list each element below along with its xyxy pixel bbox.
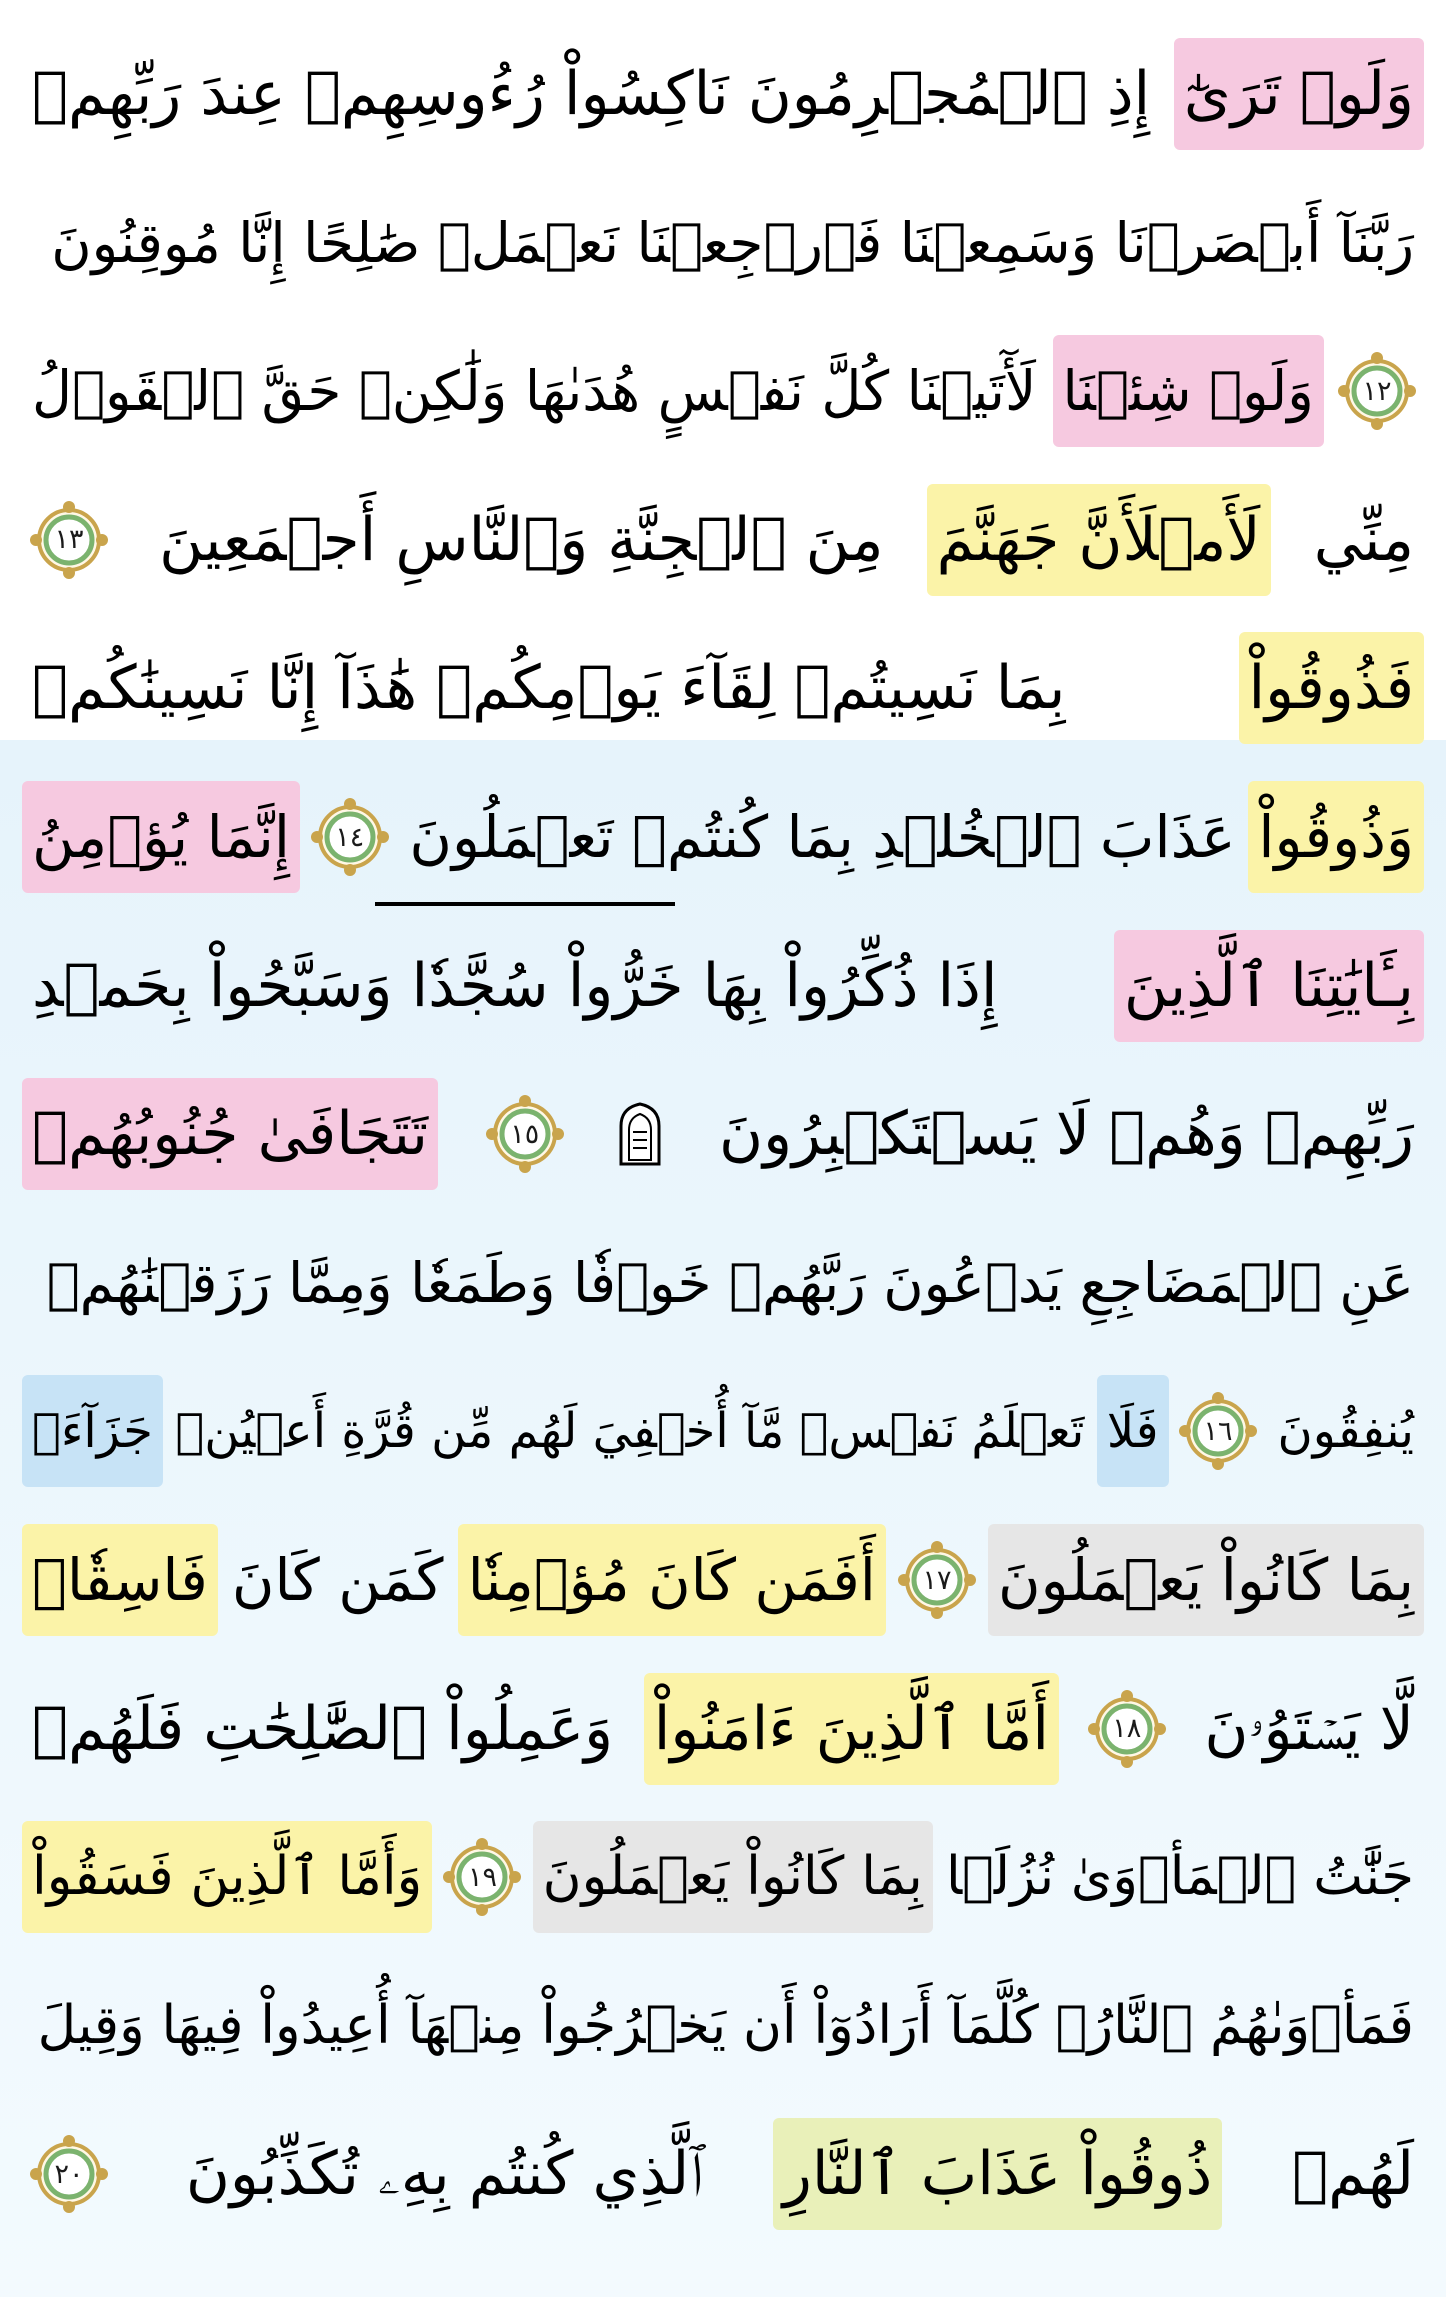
text-line — [22, 331, 1424, 451]
ayah-number: ١٣ — [54, 524, 84, 556]
highlighted-phrase: تَتَجَافَىٰ جُنُوبُهُمۡ — [22, 1078, 438, 1190]
verse-text: مِنِّي — [1313, 504, 1414, 575]
text-line — [22, 926, 1424, 1046]
highlighted-phrase: فَاسِقٗاۚ — [22, 1524, 218, 1636]
highlighted-phrase: بِـَٔايَٰتِنَا ٱلَّذِينَ — [1114, 930, 1424, 1042]
highlighted-phrase: إِنَّمَا يُؤۡمِنُ — [22, 781, 300, 893]
ayah-end-ornament-icon — [309, 796, 391, 878]
highlighted-phrase: وَأَمَّا ٱلَّذِينَ فَسَقُواْ — [22, 1821, 432, 1933]
highlighted-phrase: بِمَا كَانُواْ يَعۡمَلُونَ — [988, 1524, 1424, 1636]
verse-text: إِذَا ذُكِّرُواْ بِهَا خَرُّواْ سُجَّدٗا وَسَبَّحُواْ بِحَمۡدِ — [32, 950, 998, 1021]
highlighted-phrase: ذُوقُواْ عَذَابَ ٱلنَّارِ — [773, 2118, 1222, 2230]
ayah-end-ornament-icon — [1336, 350, 1418, 432]
highlighted-phrase: أَمَّا ٱلَّذِينَ ءَامَنُواْ — [644, 1673, 1059, 1785]
text-line — [22, 34, 1424, 154]
verse-text: لَهُمۡ — [1292, 2139, 1414, 2210]
ayah-number: ١٧ — [922, 1564, 952, 1596]
highlighted-phrase: وَلَوۡ تَرَىٰٓ — [1174, 38, 1424, 150]
highlighted-phrase: جَزَآءَۢ — [22, 1375, 163, 1487]
verse-text: لَّا يَسۡتَوُۥنَ — [1204, 1693, 1414, 1764]
highlighted-phrase: بِمَا كَانُواْ يَعۡمَلُونَ — [533, 1821, 933, 1933]
verse-text: عَنِ ٱلۡمَضَاجِعِ يَدۡعُونَ رَبَّهُمۡ خَوۡفٗا وَطَمَعٗا وَمِمَّا رَزَقۡنَٰهُمۡ — [46, 1250, 1414, 1315]
ayah-end-ornament-icon — [1177, 1390, 1259, 1472]
highlighted-phrase: فَذُوقُواْ — [1239, 632, 1425, 744]
overline-mark — [375, 902, 675, 906]
verse-text: عَذَابَ ٱلۡخُلۡدِ بِمَا كُنتُمۡ تَعۡمَلُونَ — [409, 803, 1236, 871]
ayah-number: ١٢ — [1362, 375, 1392, 407]
verse-text: رَبَّنَآ أَبۡصَرۡنَا وَسَمِعۡنَا فَٱرۡجِعۡنَا نَعۡمَلۡ صَٰلِحًا إِنَّا مُوقِنُونَ — [51, 210, 1414, 275]
ayah-end-ornament-icon — [484, 1093, 566, 1175]
ayah-end-ornament-icon — [441, 1836, 523, 1918]
verse-text: يُنفِقُونَ — [1277, 1403, 1414, 1460]
ayah-end-ornament-icon — [1086, 1688, 1168, 1770]
ayah-number: ١٤ — [335, 821, 365, 853]
highlighted-phrase: فَلَا — [1097, 1375, 1169, 1487]
ayah-number: ١٥ — [510, 1118, 540, 1150]
highlighted-phrase: أَفَمَن كَانَ مُؤۡمِنٗا — [458, 1524, 886, 1636]
text-line — [22, 2114, 1424, 2234]
ayah-number: ٢٠ — [54, 2158, 84, 2190]
highlighted-phrase: وَلَوۡ شِئۡنَا — [1053, 335, 1324, 447]
text-line — [22, 480, 1424, 600]
text-line — [22, 1669, 1424, 1789]
highlighted-phrase: وَذُوقُواْ — [1248, 781, 1424, 893]
verse-text: رَبِّهِمۡ وَهُمۡ لَا يَسۡتَكۡبِرُونَ — [719, 1099, 1414, 1170]
verse-text: ٱلَّذِي كُنتُم بِهِۦ تُكَذِّبُونَ — [185, 2139, 703, 2210]
text-line — [22, 1966, 1424, 2086]
ayah-number: ١٩ — [467, 1861, 497, 1893]
verse-text: وَعَمِلُواْ ٱلصَّٰلِحَٰتِ فَلَهُمۡ — [32, 1693, 614, 1764]
ayah-end-ornament-icon — [896, 1539, 978, 1621]
text-line — [22, 1520, 1424, 1640]
ayah-number: ١٨ — [1112, 1713, 1142, 1745]
sajda-mihrab-icon — [617, 1102, 663, 1166]
ayah-end-ornament-icon — [28, 499, 110, 581]
text-line — [22, 777, 1424, 897]
verse-text: بِمَا نَسِيتُمۡ لِقَآءَ يَوۡمِكُمۡ هَٰذَآ إِنَّا نَسِينَٰكُمۡ — [32, 653, 1066, 724]
verse-text: إِذِ ٱلۡمُجۡرِمُونَ نَاكِسُواْ رُءُوسِهِمۡ عِندَ رَبِّهِمۡ — [32, 59, 1151, 129]
text-line — [22, 183, 1424, 303]
verse-text: لَأٓتَيۡنَا كُلَّ نَفۡسٍ هُدَىٰهَا وَلَٰكِنۡ حَقَّ ٱلۡقَوۡلُ — [32, 359, 1037, 424]
verse-text: مِنَ ٱلۡجِنَّةِ وَٱلنَّاسِ أَجۡمَعِينَ — [159, 504, 884, 575]
text-line — [22, 1371, 1424, 1491]
verse-text: جَنَّٰتُ ٱلۡمَأۡوَىٰ نُزُلَۢا — [945, 1846, 1414, 1908]
verse-text: فَمَأۡوَىٰهُمُ ٱلنَّارُۖ كُلَّمَآ أَرَادُوٓاْ أَن يَخۡرُجُواْ مِنۡهَآ أُعِيدُواْ فِيهَا وَقِيلَ — [37, 1994, 1414, 2056]
ayah-number: ١٦ — [1203, 1415, 1233, 1447]
text-line — [22, 628, 1424, 748]
ayah-end-ornament-icon — [28, 2133, 110, 2215]
verse-text: كَمَن كَانَ — [231, 1546, 444, 1614]
text-line — [22, 1074, 1424, 1194]
highlighted-phrase: لَأَمۡلَأَنَّ جَهَنَّمَ — [927, 484, 1271, 596]
text-line — [22, 1223, 1424, 1343]
text-line — [22, 1817, 1424, 1937]
verse-text: تَعۡلَمُ نَفۡسٞ مَّآ أُخۡفِيَ لَهُم مِّن قُرَّةِ أَعۡيُنٖ — [175, 1403, 1085, 1460]
